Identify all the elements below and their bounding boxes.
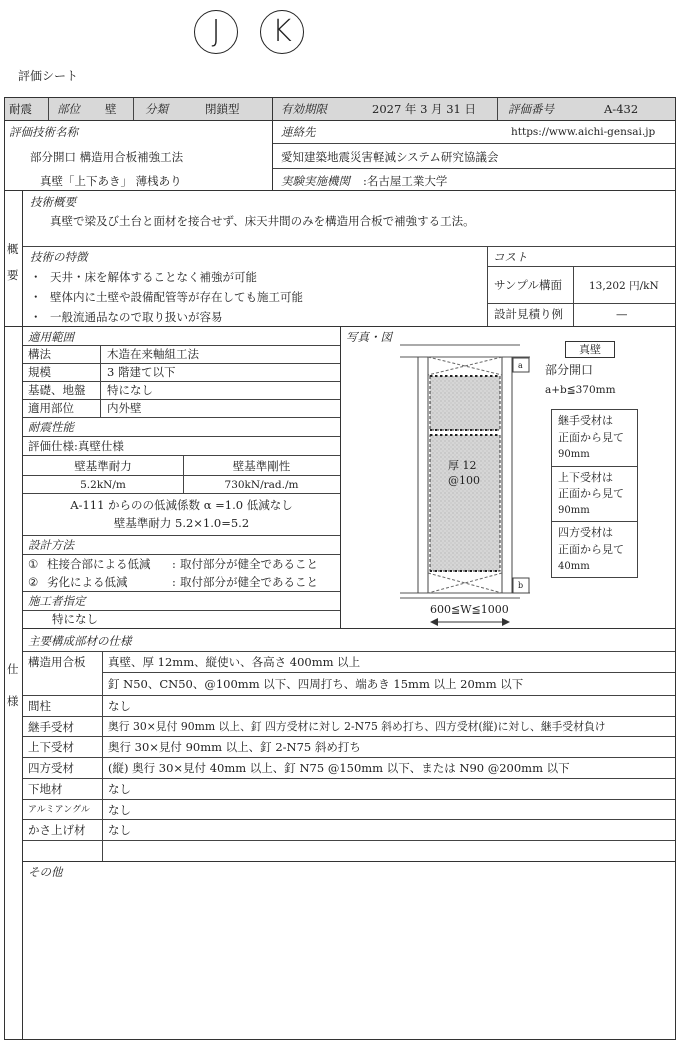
seismic-perf-label: 耐震性能 <box>28 420 74 434</box>
divider <box>23 757 675 758</box>
divider <box>23 475 340 476</box>
contact-label: 連絡先 <box>281 125 316 139</box>
scope-row-label: 基礎、地盤 <box>28 383 86 397</box>
divider <box>551 521 637 522</box>
divider <box>23 861 675 862</box>
spec-row-label: 下地材 <box>28 782 63 796</box>
scope-row-label: 規模 <box>28 365 51 379</box>
note-line: 90mm <box>558 505 590 516</box>
design-sep: : <box>172 575 176 589</box>
divider <box>23 381 340 382</box>
other-label: その他 <box>28 865 63 879</box>
part-label: 部位 <box>57 102 80 116</box>
stiffness-head: 壁基準剛性 <box>232 459 291 473</box>
design-item: 柱接合部による低減 <box>47 557 151 571</box>
design-value: 取付部分が健全であること <box>180 575 318 589</box>
divider <box>23 436 340 437</box>
contact-org: 愛知建築地震災害軽減システム研究協議会 <box>281 150 499 164</box>
contact-url[interactable]: https://www.aichi-gensai.jp <box>511 126 656 138</box>
divider <box>23 591 340 592</box>
divider <box>23 417 340 418</box>
lab-label: 実験実施機関 <box>281 174 350 188</box>
gap-b-mark: b <box>518 581 524 590</box>
spec-row-value: なし <box>108 699 131 713</box>
circled-mark-k: K <box>260 10 304 54</box>
divider <box>272 98 273 190</box>
spec-row-value: 釘 N50、CN50、@100mm 以下、四周打ち、端あき 15mm 以上 20mm 以下 <box>108 677 524 691</box>
design-item: 劣化による低減 <box>47 575 128 589</box>
divider <box>23 535 340 536</box>
divider <box>23 799 675 800</box>
list-bullet: ・ <box>30 290 42 304</box>
gap-a-mark: a <box>518 361 523 370</box>
tech-name-line2: 真壁「上下あき」 薄桟あり <box>40 174 182 188</box>
overview-side-label-1: 概 <box>7 242 19 256</box>
stiffness-value: 730kN/rad./m <box>224 479 299 491</box>
eval-no-value: A-432 <box>604 102 639 116</box>
divider <box>487 246 488 326</box>
scope-row-value: 3 階建て以下 <box>107 365 176 379</box>
design-value: 取付部分が健全であること <box>180 557 318 571</box>
scope-row-value: 内外壁 <box>107 401 142 415</box>
strength-calc: 壁基準耐力 5.2×1.0=5.2 <box>113 516 250 530</box>
note-line: 40mm <box>558 561 590 572</box>
eval-no-label: 評価番号 <box>508 102 554 116</box>
scope-row-label: 構法 <box>28 347 51 361</box>
divider <box>23 840 675 841</box>
summary-text: 真壁で梁及び土台と面材を接合せず、床天井間のみを構造用合板で補強する工法。 <box>50 214 475 228</box>
tech-name-line1: 部分開口 構造用合板補強工法 <box>30 150 184 164</box>
divider <box>23 651 675 652</box>
list-bullet: ・ <box>30 270 42 284</box>
spec-side-label-2: 様 <box>7 694 19 708</box>
spec-side-label-1: 仕 <box>7 662 19 676</box>
divider <box>23 345 340 346</box>
divider <box>23 493 340 494</box>
spec-label: 主要構成部材の仕様 <box>28 634 132 648</box>
divider <box>23 716 675 717</box>
divider <box>573 266 574 326</box>
divider <box>551 466 637 467</box>
wall-type: 真壁 <box>579 343 601 356</box>
spec-row-value: なし <box>108 782 131 796</box>
divider <box>487 266 675 267</box>
divider <box>5 190 675 191</box>
cost-row-value: — <box>616 307 628 321</box>
divider <box>22 190 23 1040</box>
divider <box>487 303 675 304</box>
sheet-title: 評価シート <box>18 69 79 83</box>
note-line: 四方受材は <box>558 526 613 539</box>
class-value: 閉鎖型 <box>205 102 240 116</box>
expiry-value: 2027 年 3 月 31 日 <box>372 102 476 116</box>
divider <box>340 326 341 628</box>
cost-row-value: 13,202 円/kN <box>589 280 659 292</box>
expiry-label: 有効期限 <box>281 102 327 116</box>
note-line: 正面から見て <box>558 543 624 556</box>
lab-value: :名古屋工業大学 <box>363 174 448 188</box>
figure-label: 写真・図 <box>346 330 392 344</box>
width-range: 600≦W≦1000 <box>430 603 509 616</box>
spec-row-value: (縦) 奥行 30×見付 40mm 以上、釘 N75 @150mm 以下、または N90 @200mm 以下 <box>108 761 570 775</box>
divider <box>23 455 340 456</box>
note-line: 継手受材は <box>558 414 613 427</box>
feature-item: 天井・床を解体することなく補強が可能 <box>50 270 257 284</box>
divider <box>23 819 675 820</box>
spec-row-value: 奥行 30×見付 90mm 以上、釘 2-N75 斜め打ち <box>108 740 361 754</box>
summary-label: 技術概要 <box>30 195 76 209</box>
divider <box>23 363 340 364</box>
divider <box>23 554 340 555</box>
note-line: 正面から見て <box>558 487 624 500</box>
feature-item: 一般流通品なので取り扱いが容易 <box>50 310 223 324</box>
width-arrow-icon <box>430 617 510 627</box>
scope-row-label: 適用部位 <box>28 401 74 415</box>
seismic-label: 耐震 <box>9 102 32 116</box>
divider <box>23 736 675 737</box>
note-line: 正面から見て <box>558 431 624 444</box>
divider <box>497 98 498 120</box>
class-label: 分類 <box>145 102 168 116</box>
spec-row-value: なし <box>108 823 131 837</box>
spec-row-label: 上下受材 <box>28 740 74 754</box>
divider <box>23 628 675 629</box>
divider <box>23 778 675 779</box>
cost-row-label: サンプル構面 <box>494 278 562 292</box>
divider <box>273 168 675 169</box>
list-bullet: ・ <box>30 310 42 324</box>
divider <box>23 399 340 400</box>
divider <box>102 651 103 861</box>
design-label: 設計方法 <box>28 538 74 552</box>
spec-row-label: アルミアングル <box>28 805 90 815</box>
note-line: 90mm <box>558 449 590 460</box>
part-value: 壁 <box>105 102 117 116</box>
divider <box>273 143 675 144</box>
divider <box>133 98 134 120</box>
spec-row-value: なし <box>108 803 131 817</box>
divider <box>102 672 675 673</box>
scope-label: 適用範囲 <box>28 330 74 344</box>
strength-value: 5.2kN/m <box>80 479 126 491</box>
upper-panel <box>430 376 500 430</box>
divider <box>23 695 675 696</box>
lower-panel <box>430 435 500 571</box>
note-line: 上下受材は <box>558 471 613 484</box>
scope-row-value: 特になし <box>107 383 153 397</box>
spec-row-label: 構造用合板 <box>28 655 86 669</box>
spec-row-label: 間柱 <box>28 699 51 713</box>
overview-side-label-2: 要 <box>7 268 19 282</box>
strength-head: 壁基準耐力 <box>74 459 132 473</box>
design-sep: : <box>172 557 176 571</box>
cost-label: コスト <box>493 250 528 264</box>
divider <box>48 98 49 120</box>
divider <box>23 610 340 611</box>
features-label: 技術の特徴 <box>30 250 88 264</box>
spec-row-label: 継手受材 <box>28 720 74 734</box>
seismic-spec: 評価仕様:真壁仕様 <box>28 439 124 453</box>
spec-row-value: 真壁、厚 12mm、縦使い、各高さ 400mm 以上 <box>108 655 361 669</box>
spec-row-label: かさ上げ材 <box>28 823 86 837</box>
design-num: ① <box>28 557 39 571</box>
feature-item: 壁体内に土壁や設備配管等が存在しても施工可能 <box>50 290 303 304</box>
scope-row-value: 木造在来軸組工法 <box>107 347 199 361</box>
tech-name-label: 評価技術名称 <box>9 125 78 139</box>
panel-thickness: 厚 12 <box>448 459 477 472</box>
panel-pitch: @100 <box>448 474 480 487</box>
contractor-label: 施工者指定 <box>28 594 86 608</box>
divider <box>23 246 675 247</box>
divider <box>5 120 675 121</box>
contractor-value: 特になし <box>52 612 98 626</box>
reduction-note: A-111 からのの低減係数 α =1.0 低減なし <box>70 498 293 512</box>
circled-mark-j: J <box>194 10 238 54</box>
opening-limit: a+b≦370mm <box>545 384 616 396</box>
opening-label: 部分開口 <box>545 363 594 377</box>
spec-row-label: 四方受材 <box>28 761 74 775</box>
design-num: ② <box>28 575 39 589</box>
spec-row-value: 奥行 30×見付 90mm 以上、釘 四方受材に対し 2-N75 斜め打ち、四方受材(縦)に対し、継手受材負け <box>108 720 606 733</box>
cost-row-label: 設計見積り例 <box>494 307 563 321</box>
